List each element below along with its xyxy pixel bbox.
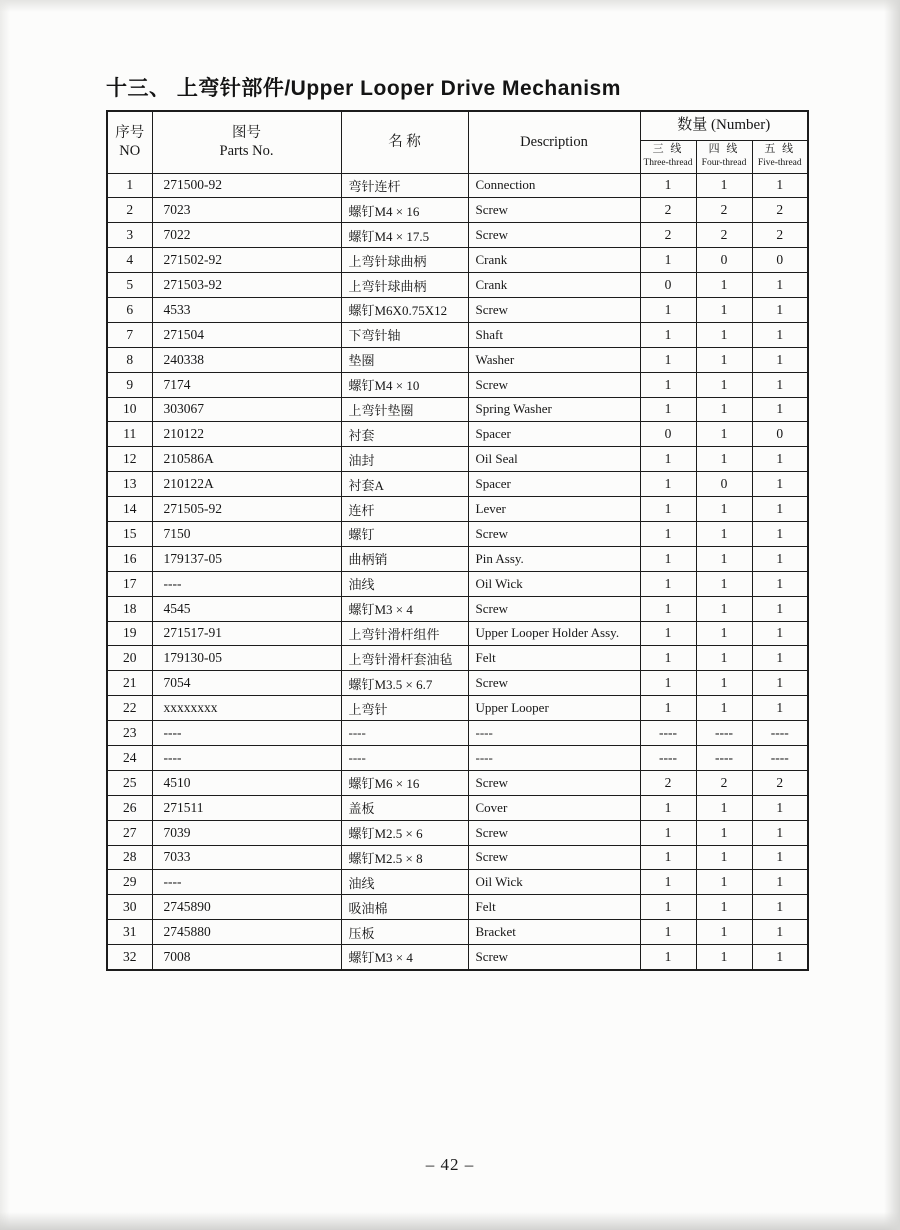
header-four-thread-zh: 四 线 — [708, 143, 740, 156]
table-row — [107, 198, 808, 223]
table-row — [107, 696, 808, 721]
cell-qty-five-thread: 1 — [752, 273, 808, 298]
cell-qty-three-thread: 2 — [640, 223, 696, 248]
cell-qty-three-thread: 1 — [640, 297, 696, 322]
cell-qty-three-thread: 1 — [640, 347, 696, 372]
cell-qty-four-thread: 0 — [696, 248, 752, 273]
cell-qty-four-thread: 1 — [696, 422, 752, 447]
parts-table — [106, 110, 809, 971]
cell-qty-three-thread: 1 — [640, 671, 696, 696]
cell-qty-five-thread: 1 — [752, 347, 808, 372]
page-number: – 42 – — [425, 1155, 475, 1174]
cell-qty-four-thread: 1 — [696, 895, 752, 920]
cell-qty-five-thread: 1 — [752, 571, 808, 596]
header-three-thread-en: Three-thread — [643, 157, 693, 168]
cell-qty-four-thread: 2 — [696, 223, 752, 248]
cell-name: 油线 — [341, 571, 468, 596]
cell-no: 6 — [107, 297, 152, 322]
cell-qty-three-thread: 0 — [640, 273, 696, 298]
cell-parts-no: xxxxxxxx — [152, 696, 341, 721]
cell-description: Felt — [468, 895, 640, 920]
cell-qty-three-thread: 0 — [640, 422, 696, 447]
header-description: Description — [468, 111, 640, 173]
cell-qty-four-thread: 1 — [696, 596, 752, 621]
cell-qty-five-thread: 2 — [752, 198, 808, 223]
cell-description: Upper Looper Holder Assy. — [468, 621, 640, 646]
cell-qty-three-thread: 1 — [640, 795, 696, 820]
cell-description: ---- — [468, 745, 640, 770]
cell-qty-three-thread: 1 — [640, 571, 696, 596]
cell-qty-five-thread: 2 — [752, 770, 808, 795]
cell-qty-five-thread: ---- — [752, 721, 808, 746]
cell-qty-five-thread: 1 — [752, 397, 808, 422]
cell-qty-four-thread: 1 — [696, 696, 752, 721]
cell-no: 9 — [107, 372, 152, 397]
cell-name: 螺钉M4 × 17.5 — [341, 223, 468, 248]
page-title: 十三、 上弯针部件/Upper Looper Drive Mechanism — [106, 77, 621, 100]
cell-name: 弯针连杆 — [341, 173, 468, 198]
cell-qty-three-thread: 1 — [640, 546, 696, 571]
cell-qty-four-thread: 1 — [696, 571, 752, 596]
cell-qty-three-thread: 1 — [640, 920, 696, 945]
cell-name: 螺钉M3.5 × 6.7 — [341, 671, 468, 696]
table-row — [107, 322, 808, 347]
cell-parts-no: 4533 — [152, 297, 341, 322]
cell-qty-four-thread: 1 — [696, 447, 752, 472]
table-row — [107, 447, 808, 472]
cell-qty-three-thread: 1 — [640, 497, 696, 522]
cell-description: Screw — [468, 845, 640, 870]
parts-table-header — [107, 111, 808, 173]
cell-parts-no: 7023 — [152, 198, 341, 223]
cell-qty-four-thread: 1 — [696, 347, 752, 372]
header-three-thread — [640, 140, 696, 173]
cell-no: 7 — [107, 322, 152, 347]
header-four-thread — [696, 140, 752, 173]
cell-description: Crank — [468, 248, 640, 273]
cell-no: 12 — [107, 447, 152, 472]
cell-qty-five-thread: 1 — [752, 671, 808, 696]
table-row — [107, 646, 808, 671]
table-row — [107, 770, 808, 795]
cell-qty-three-thread: 1 — [640, 895, 696, 920]
cell-qty-three-thread: 1 — [640, 397, 696, 422]
cell-name: 上弯针球曲柄 — [341, 273, 468, 298]
cell-parts-no: 7008 — [152, 945, 341, 970]
cell-qty-three-thread: 1 — [640, 447, 696, 472]
cell-name: 上弯针垫圈 — [341, 397, 468, 422]
cell-parts-no: ---- — [152, 721, 341, 746]
cell-parts-no: 7033 — [152, 845, 341, 870]
cell-no: 18 — [107, 596, 152, 621]
parts-table-body — [107, 173, 808, 970]
cell-qty-four-thread: ---- — [696, 745, 752, 770]
cell-qty-five-thread: 1 — [752, 546, 808, 571]
cell-no: 30 — [107, 895, 152, 920]
cell-name: 螺钉M2.5 × 6 — [341, 820, 468, 845]
cell-qty-four-thread: 1 — [696, 397, 752, 422]
cell-qty-three-thread: ---- — [640, 721, 696, 746]
cell-no: 24 — [107, 745, 152, 770]
table-row — [107, 870, 808, 895]
cell-name: 垫圈 — [341, 347, 468, 372]
cell-no: 32 — [107, 945, 152, 970]
cell-name: 螺钉M4 × 10 — [341, 372, 468, 397]
cell-qty-four-thread: 1 — [696, 845, 752, 870]
cell-qty-three-thread: 1 — [640, 845, 696, 870]
cell-description: Screw — [468, 820, 640, 845]
cell-no: 2 — [107, 198, 152, 223]
cell-parts-no: 271500-92 — [152, 173, 341, 198]
table-row — [107, 920, 808, 945]
cell-name: 下弯针轴 — [341, 322, 468, 347]
cell-name: 衬套 — [341, 422, 468, 447]
cell-name: 压板 — [341, 920, 468, 945]
cell-qty-three-thread: 1 — [640, 820, 696, 845]
cell-name: 螺钉M3 × 4 — [341, 596, 468, 621]
header-parts-zh: 图号 — [232, 125, 261, 142]
table-row — [107, 248, 808, 273]
cell-no: 14 — [107, 497, 152, 522]
cell-qty-three-thread: 1 — [640, 621, 696, 646]
cell-qty-five-thread: 1 — [752, 621, 808, 646]
cell-no: 8 — [107, 347, 152, 372]
cell-description: Felt — [468, 646, 640, 671]
cell-description: Screw — [468, 521, 640, 546]
cell-qty-four-thread: 1 — [696, 173, 752, 198]
cell-qty-three-thread: ---- — [640, 745, 696, 770]
cell-name: 上弯针滑杆组件 — [341, 621, 468, 646]
cell-no: 5 — [107, 273, 152, 298]
header-name: 名 称 — [341, 111, 468, 173]
cell-parts-no: 210122A — [152, 472, 341, 497]
cell-parts-no: 7150 — [152, 521, 341, 546]
cell-no: 21 — [107, 671, 152, 696]
cell-no: 16 — [107, 546, 152, 571]
cell-qty-three-thread: 1 — [640, 472, 696, 497]
table-row — [107, 297, 808, 322]
cell-qty-four-thread: 1 — [696, 521, 752, 546]
cell-description: Oil Wick — [468, 870, 640, 895]
cell-qty-three-thread: 1 — [640, 945, 696, 970]
cell-no: 3 — [107, 223, 152, 248]
cell-description: Connection — [468, 173, 640, 198]
cell-description: Shaft — [468, 322, 640, 347]
cell-qty-three-thread: 1 — [640, 173, 696, 198]
cell-qty-five-thread: 2 — [752, 223, 808, 248]
table-row — [107, 795, 808, 820]
cell-name: 螺钉M2.5 × 8 — [341, 845, 468, 870]
cell-qty-four-thread: 1 — [696, 372, 752, 397]
table-row — [107, 521, 808, 546]
cell-no: 15 — [107, 521, 152, 546]
cell-qty-five-thread: 1 — [752, 895, 808, 920]
cell-no: 27 — [107, 820, 152, 845]
cell-qty-five-thread: 1 — [752, 920, 808, 945]
cell-qty-four-thread: 1 — [696, 870, 752, 895]
cell-parts-no: 210586A — [152, 447, 341, 472]
cell-qty-four-thread: 1 — [696, 920, 752, 945]
cell-qty-five-thread: 1 — [752, 870, 808, 895]
cell-description: Screw — [468, 297, 640, 322]
cell-qty-five-thread: 1 — [752, 945, 808, 970]
table-row — [107, 497, 808, 522]
table-row — [107, 571, 808, 596]
header-no-en: NO — [119, 143, 141, 160]
cell-description: Bracket — [468, 920, 640, 945]
cell-name: 上弯针球曲柄 — [341, 248, 468, 273]
cell-description: Pin Assy. — [468, 546, 640, 571]
cell-parts-no: 2745890 — [152, 895, 341, 920]
cell-qty-five-thread: 1 — [752, 447, 808, 472]
table-row — [107, 745, 808, 770]
cell-qty-four-thread: 1 — [696, 497, 752, 522]
header-three-thread-zh: 三 线 — [652, 143, 684, 156]
table-row — [107, 845, 808, 870]
table-row — [107, 397, 808, 422]
cell-parts-no: 271502-92 — [152, 248, 341, 273]
cell-qty-five-thread: 1 — [752, 820, 808, 845]
header-quantity: 数量 (Number) — [640, 111, 808, 140]
cell-qty-four-thread: 1 — [696, 945, 752, 970]
cell-qty-three-thread: 1 — [640, 870, 696, 895]
cell-qty-three-thread: 1 — [640, 596, 696, 621]
cell-parts-no: 271517-91 — [152, 621, 341, 646]
cell-description: Lever — [468, 497, 640, 522]
table-row — [107, 721, 808, 746]
cell-parts-no: 4510 — [152, 770, 341, 795]
cell-name: 曲柄销 — [341, 546, 468, 571]
cell-parts-no: 271505-92 — [152, 497, 341, 522]
cell-qty-five-thread: 1 — [752, 646, 808, 671]
cell-description: Screw — [468, 372, 640, 397]
table-row — [107, 820, 808, 845]
cell-no: 19 — [107, 621, 152, 646]
cell-name: ---- — [341, 745, 468, 770]
cell-qty-five-thread: 1 — [752, 322, 808, 347]
cell-qty-three-thread: 1 — [640, 248, 696, 273]
cell-no: 26 — [107, 795, 152, 820]
cell-no: 4 — [107, 248, 152, 273]
cell-description: Screw — [468, 223, 640, 248]
cell-parts-no: ---- — [152, 571, 341, 596]
cell-no: 10 — [107, 397, 152, 422]
cell-parts-no: 7174 — [152, 372, 341, 397]
header-four-thread-en: Four-thread — [701, 157, 747, 168]
cell-description: Oil Seal — [468, 447, 640, 472]
cell-name: 吸油棉 — [341, 895, 468, 920]
cell-qty-four-thread: 1 — [696, 297, 752, 322]
cell-qty-four-thread: 1 — [696, 621, 752, 646]
cell-parts-no: 210122 — [152, 422, 341, 447]
cell-description: Screw — [468, 596, 640, 621]
cell-qty-five-thread: 1 — [752, 696, 808, 721]
cell-qty-four-thread: 1 — [696, 646, 752, 671]
cell-parts-no: 271504 — [152, 322, 341, 347]
cell-parts-no: 179137-05 — [152, 546, 341, 571]
table-row — [107, 945, 808, 970]
cell-name: 螺钉M6 × 16 — [341, 770, 468, 795]
cell-description: Spacer — [468, 422, 640, 447]
cell-name: 油线 — [341, 870, 468, 895]
cell-parts-no: 7022 — [152, 223, 341, 248]
cell-no: 28 — [107, 845, 152, 870]
cell-name: 螺钉M4 × 16 — [341, 198, 468, 223]
cell-parts-no: 4545 — [152, 596, 341, 621]
cell-qty-three-thread: 2 — [640, 198, 696, 223]
cell-parts-no: 7039 — [152, 820, 341, 845]
cell-description: Upper Looper — [468, 696, 640, 721]
cell-qty-four-thread: 1 — [696, 671, 752, 696]
table-row — [107, 173, 808, 198]
cell-name: 油封 — [341, 447, 468, 472]
cell-description: Screw — [468, 945, 640, 970]
cell-qty-three-thread: 2 — [640, 770, 696, 795]
cell-name: 上弯针 — [341, 696, 468, 721]
cell-qty-three-thread: 1 — [640, 322, 696, 347]
cell-description: Cover — [468, 795, 640, 820]
cell-description: Spring Washer — [468, 397, 640, 422]
table-row — [107, 546, 808, 571]
cell-no: 31 — [107, 920, 152, 945]
cell-name: 衬套A — [341, 472, 468, 497]
cell-qty-four-thread: 1 — [696, 546, 752, 571]
cell-qty-five-thread: 1 — [752, 497, 808, 522]
cell-qty-five-thread: 0 — [752, 248, 808, 273]
cell-qty-five-thread: 1 — [752, 845, 808, 870]
header-five-thread — [752, 140, 808, 173]
cell-no: 22 — [107, 696, 152, 721]
cell-description: Screw — [468, 671, 640, 696]
cell-qty-five-thread: 1 — [752, 173, 808, 198]
cell-no: 23 — [107, 721, 152, 746]
cell-parts-no: 271511 — [152, 795, 341, 820]
cell-description: Spacer — [468, 472, 640, 497]
table-row — [107, 223, 808, 248]
header-parts-en: Parts No. — [219, 143, 274, 160]
header-no-zh: 序号 — [115, 125, 145, 142]
cell-no: 17 — [107, 571, 152, 596]
header-no — [107, 111, 152, 173]
cell-parts-no: 303067 — [152, 397, 341, 422]
cell-qty-three-thread: 1 — [640, 646, 696, 671]
cell-qty-three-thread: 1 — [640, 696, 696, 721]
cell-qty-five-thread: 0 — [752, 422, 808, 447]
cell-qty-four-thread: 0 — [696, 472, 752, 497]
cell-parts-no: 271503-92 — [152, 273, 341, 298]
table-row — [107, 895, 808, 920]
cell-qty-four-thread: 1 — [696, 820, 752, 845]
cell-qty-five-thread: 1 — [752, 795, 808, 820]
cell-no: 1 — [107, 173, 152, 198]
cell-no: 20 — [107, 646, 152, 671]
table-row — [107, 347, 808, 372]
cell-qty-four-thread: 1 — [696, 795, 752, 820]
table-row — [107, 472, 808, 497]
cell-name: 盖板 — [341, 795, 468, 820]
table-row — [107, 596, 808, 621]
cell-description: Washer — [468, 347, 640, 372]
table-row — [107, 621, 808, 646]
header-five-thread-zh: 五 线 — [764, 143, 796, 156]
table-row — [107, 372, 808, 397]
header-parts-no — [152, 111, 341, 173]
cell-description: ---- — [468, 721, 640, 746]
table-row — [107, 422, 808, 447]
cell-parts-no: ---- — [152, 870, 341, 895]
cell-parts-no: ---- — [152, 745, 341, 770]
cell-qty-five-thread: 1 — [752, 596, 808, 621]
cell-description: Oil Wick — [468, 571, 640, 596]
cell-qty-five-thread: 1 — [752, 372, 808, 397]
cell-description: Crank — [468, 273, 640, 298]
cell-parts-no: 2745880 — [152, 920, 341, 945]
cell-qty-four-thread: 2 — [696, 198, 752, 223]
cell-description: Screw — [468, 198, 640, 223]
cell-qty-five-thread: ---- — [752, 745, 808, 770]
cell-no: 25 — [107, 770, 152, 795]
cell-name: 螺钉M3 × 4 — [341, 945, 468, 970]
cell-qty-three-thread: 1 — [640, 521, 696, 546]
cell-no: 13 — [107, 472, 152, 497]
cell-qty-three-thread: 1 — [640, 372, 696, 397]
cell-name: 螺钉M6X0.75X12 — [341, 297, 468, 322]
cell-description: Screw — [468, 770, 640, 795]
cell-no: 29 — [107, 870, 152, 895]
cell-qty-five-thread: 1 — [752, 472, 808, 497]
cell-parts-no: 240338 — [152, 347, 341, 372]
cell-qty-five-thread: 1 — [752, 297, 808, 322]
cell-qty-four-thread: 1 — [696, 322, 752, 347]
cell-name: 连杆 — [341, 497, 468, 522]
table-row — [107, 671, 808, 696]
cell-qty-five-thread: 1 — [752, 521, 808, 546]
header-five-thread-en: Five-thread — [757, 157, 802, 168]
cell-qty-four-thread: 1 — [696, 273, 752, 298]
cell-parts-no: 179130-05 — [152, 646, 341, 671]
cell-qty-four-thread: 2 — [696, 770, 752, 795]
cell-qty-four-thread: ---- — [696, 721, 752, 746]
table-row — [107, 273, 808, 298]
cell-name: ---- — [341, 721, 468, 746]
cell-parts-no: 7054 — [152, 671, 341, 696]
cell-name: 螺钉 — [341, 521, 468, 546]
cell-name: 上弯针滑杆套油毡 — [341, 646, 468, 671]
cell-no: 11 — [107, 422, 152, 447]
